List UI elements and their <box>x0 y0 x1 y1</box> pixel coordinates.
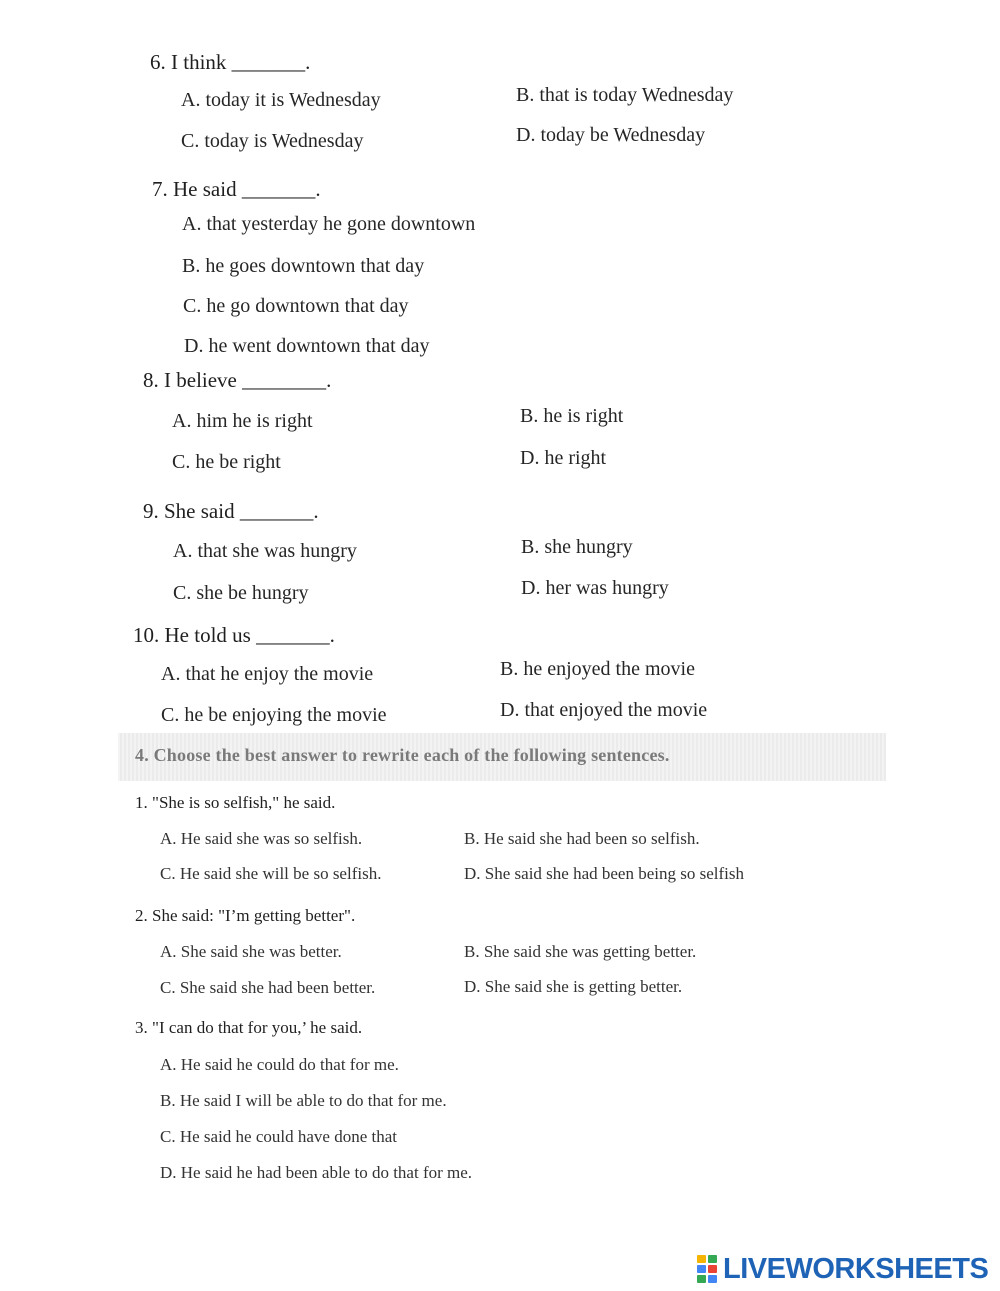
question-9-option-a[interactable]: A. that she was hungry <box>173 540 357 562</box>
liveworksheets-logo-icon <box>697 1255 717 1283</box>
section-4-question-3-option-b[interactable]: B. He said I will be able to do that for me. <box>160 1091 447 1110</box>
question-8-option-d[interactable]: D. he right <box>520 447 607 469</box>
question-7-option-b[interactable]: B. he goes downtown that day <box>182 255 425 277</box>
question-6-option-a[interactable]: A. today it is Wednesday <box>181 89 381 111</box>
section-4-question-1-option-c[interactable]: C. He said she will be so selfish. <box>160 864 382 883</box>
question-8-stem: 8. I believe ________. <box>143 368 332 392</box>
question-7-option-c[interactable]: C. he go downtown that day <box>183 295 409 317</box>
question-7-option-d[interactable]: D. he went downtown that day <box>184 335 430 357</box>
question-8-option-c[interactable]: C. he be right <box>172 451 281 473</box>
question-8-option-b[interactable]: B. he is right <box>520 405 624 427</box>
section-4-question-1-stem: 1. "She is so selfish," he said. <box>135 793 336 812</box>
question-6-option-c[interactable]: C. today is Wednesday <box>181 130 364 152</box>
question-7-option-a[interactable]: A. that yesterday he gone downtown <box>182 213 476 235</box>
question-9-option-b[interactable]: B. she hungry <box>521 536 633 558</box>
section-4-question-3-option-d[interactable]: D. He said he had been able to do that for me. <box>160 1163 473 1182</box>
liveworksheets-brand <box>697 1253 988 1285</box>
question-7-stem: 7. He said _______. <box>152 177 321 201</box>
section-4-question-3-option-c[interactable]: C. He said he could have done that <box>160 1127 397 1146</box>
section-4-question-3-stem: 3. "I can do that for you,’ he said. <box>135 1018 363 1037</box>
question-10-option-b[interactable]: B. he enjoyed the movie <box>500 658 695 680</box>
section-4-question-2-option-a[interactable]: A. She said she was better. <box>160 942 342 961</box>
question-10-option-c[interactable]: C. he be enjoying the movie <box>161 704 387 726</box>
question-8-option-a[interactable]: A. him he is right <box>172 410 313 432</box>
section-4-question-3-option-a[interactable]: A. He said he could do that for me. <box>160 1055 399 1074</box>
section-4-question-2-option-c[interactable]: C. She said she had been better. <box>160 978 376 997</box>
question-6-option-b[interactable]: B. that is today Wednesday <box>516 84 734 106</box>
section-4-question-2-option-b[interactable]: B. She said she was getting better. <box>464 942 697 961</box>
section-4-question-2-option-d[interactable]: D. She said she is getting better. <box>464 977 683 996</box>
question-6-option-d[interactable]: D. today be Wednesday <box>516 124 706 146</box>
question-9-stem: 9. She said _______. <box>143 499 319 523</box>
question-10-option-a[interactable]: A. that he enjoy the movie <box>161 663 374 685</box>
liveworksheets-wordmark: LIVEWORKSHEETS <box>723 1252 989 1285</box>
question-10-option-d[interactable]: D. that enjoyed the movie <box>500 699 708 721</box>
section-4-question-1-option-a[interactable]: A. He said she was so selfish. <box>160 829 363 848</box>
section-4-question-2-stem: 2. She said: "I’m getting better". <box>135 906 356 925</box>
section-4-header: 4. Choose the best answer to rewrite each of the following sentences. <box>135 745 670 765</box>
question-9-option-c[interactable]: C. she be hungry <box>173 582 309 604</box>
question-10-stem: 10. He told us _______. <box>133 623 335 647</box>
question-6-stem: 6. I think _______. <box>150 50 311 74</box>
section-4-question-1-option-d[interactable]: D. She said she had been being so selfish <box>464 864 744 883</box>
question-9-option-d[interactable]: D. her was hungry <box>521 577 669 599</box>
section-4-question-1-option-b[interactable]: B. He said she had been so selfish. <box>464 829 700 848</box>
